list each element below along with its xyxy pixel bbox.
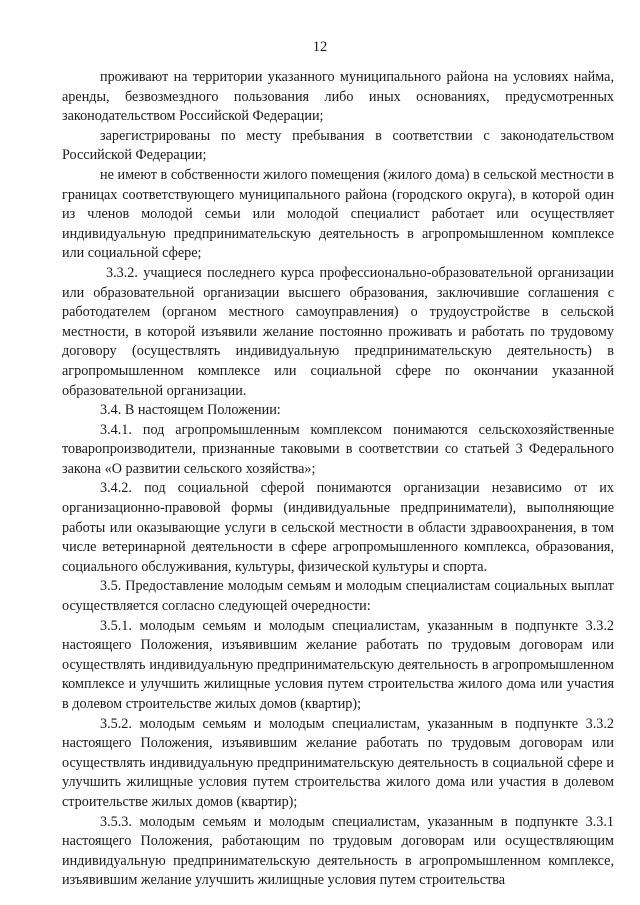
paragraph-residence-conditions: проживают на территории указанного муниципального района на условиях найма, аренды, безвозмездного пользования либо иных основаниях, предусмотренных законодательством Российской Федерации; — [62, 69, 614, 125]
paragraph-3-5-1: 3.5.1. молодым семьям и молодым специалистам, указанным в подпункте 3.3.2 настоящего Положения, изъявившим желание работать по трудовым договорам или осуществлять индивидуальную предпринимательскую деятельность в агропромышленном комплексе и улучшить жилищные условия путем строительства жилого дома или участия в долевом строительстве жилых домов (квартир); — [62, 617, 614, 712]
paragraph-3-3-2: 3.3.2. учащиеся последнего курса профессионально-образовательной организации или образовательной организации высшего образования, заключившие соглашения с работодателем (органом местного самоуправления) о трудоустройстве в сельской местности, в которой изъявили желание постоянно проживать и работать по трудовому договору (осуществлять индивидуальную предпринимательскую деятельность) в агропромышленном комплексе или социальной сфере по окончании указанной образовательной организации. — [62, 264, 614, 399]
paragraph-3-5: 3.5. Предоставление молодым семьям и молодым специалистам социальных выплат осуществляется согласно следующей очередности: — [62, 578, 614, 615]
paragraph-registration: зарегистрированы по месту пребывания в соответствии с законодательством Российской Федерации; — [62, 127, 614, 164]
paragraph-3-4: 3.4. В настоящем Положении: — [100, 402, 281, 419]
paragraph-no-property: не имеют в собственности жилого помещения (жилого дома) в сельской местности в границах соответствующего муниципального района (городского округа), в которой один из членов молодой семьи или молодой специалист работает или осуществляет индивидуальную предпринимательскую деятельность в агропромышленном комплексе или социальной сфере; — [62, 166, 614, 262]
paragraph-3-4-2: 3.4.2. под социальной сферой понимаются организации независимо от их организационно-правовой формы (индивидуальные предприниматели), выполняющие работы или оказывающие услуги в сельской местности в области здравоохранения, в том числе ветеринарной деятельности в сфере агропромышленного комплекса, образования, социального обслуживания, культуры, физической культуры и спорта. — [62, 480, 614, 575]
document-body — [62, 68, 614, 891]
paragraph-3-5-3: 3.5.3. молодым семьям и молодым специалистам, указанным в подпункте 3.3.1 настоящего Положения, работающим по трудовым договорам или осуществляющим индивидуальную предпринимательскую деятельность в агропромышленном комплексе, изъявившим желание улучшить жилищные условия путем строительства — [62, 813, 614, 889]
paragraph-3-5-2: 3.5.2. молодым семьям и молодым специалистам, указанным в подпункте 3.3.2 настоящего Положения, изъявившим желание работать по трудовым договорам или осуществлять индивидуальную предпринимательскую деятельность в социальной сфере и улучшить жилищные условия путем строительства жилого дома или участия в долевом строительстве жилых домов (квартир); — [62, 715, 614, 810]
paragraph-3-4-1: 3.4.1. под агропромышленным комплексом понимаются сельскохозяйственные товаропроизводители, признанные таковыми в соответствии со статьей 3 Федерального закона «О развитии сельского хозяйства»; — [62, 421, 614, 477]
page-number: 12 — [312, 39, 328, 55]
